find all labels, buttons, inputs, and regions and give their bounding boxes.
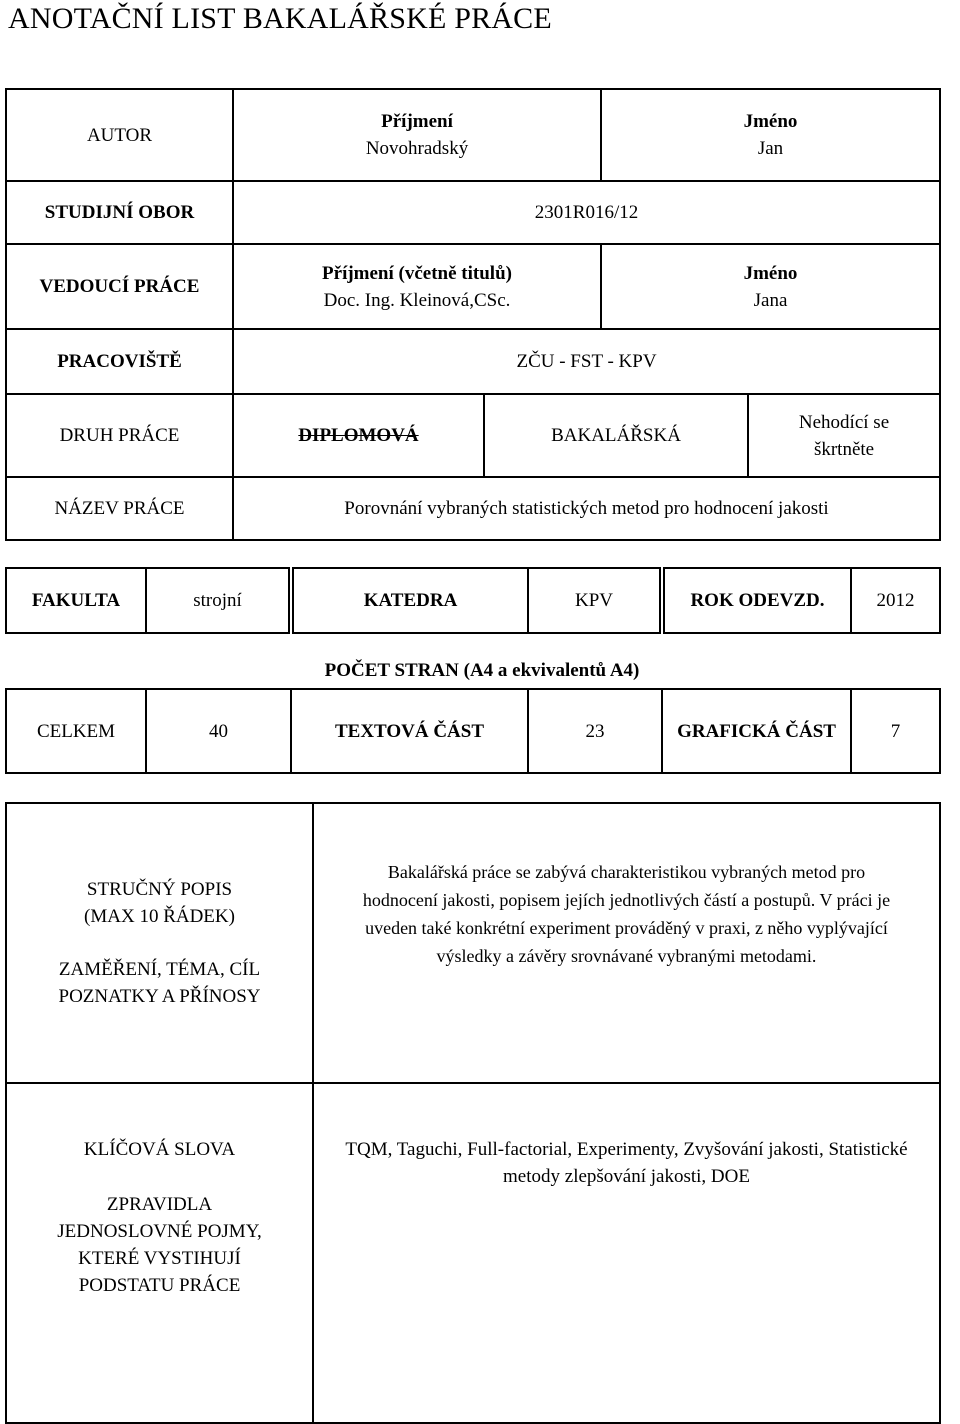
pages-text-value: 23 [528, 689, 662, 773]
pages-graphic-label: GRAFICKÁ ČÁST [662, 689, 851, 773]
supervisor-surname-label: Příjmení (včetně titulů) [322, 262, 512, 284]
summary-text-line4: výsledky a závěry srovnávané vybranými metodami. [436, 946, 817, 966]
department-value: KPV [528, 568, 662, 633]
year-value: 2012 [851, 568, 940, 633]
work-title-label: NÁZEV PRÁCE [6, 477, 233, 540]
info-table [5, 88, 941, 541]
faculty-value: strojní [146, 568, 291, 633]
abstract-table [5, 802, 941, 1424]
summary-label-line1: STRUČNÝ POPIS [86, 879, 233, 900]
pages-caption: POČET STRAN (A4 a ekvivalentů A4) [324, 660, 640, 681]
keywords-label [6, 1083, 313, 1423]
workplace-value: ZČU - FST - KPV [233, 329, 940, 394]
work-title-value: Porovnání vybraných statistických metod pro hodnocení jakosti [233, 477, 940, 540]
page-title: ANOTAČNÍ LIST BAKALÁŘSKÉ PRÁCE [8, 2, 552, 35]
work-type-label: DRUH PRÁCE [6, 394, 233, 477]
pages-text-label: TEXTOVÁ ČÁST [291, 689, 528, 773]
author-surname-label: Příjmení [381, 111, 453, 132]
keywords-label-line4: KTERÉ VYSTIHUJÍ [78, 1248, 241, 1269]
supervisor-surname: Doc. Ing. Kleinová,CSc. [323, 289, 511, 311]
work-type-note [748, 394, 940, 477]
work-type-option-diploma [233, 394, 484, 477]
work-type-note-line2: škrtněte [813, 438, 875, 460]
supervisor-label: VEDOUCÍ PRÁCE [6, 244, 233, 329]
author-name-label: Jméno [743, 111, 798, 132]
pages-table [5, 688, 941, 774]
study-field-label: STUDIJNÍ OBOR [6, 181, 233, 244]
supervisor-name: Jana [753, 289, 788, 311]
year-label: ROK ODEVZD. [662, 568, 851, 633]
supervisor-name-label: Jméno [743, 262, 798, 284]
supervisor-row [6, 244, 940, 329]
work-type-row [6, 394, 940, 477]
keywords-label-line5: PODSTATU PRÁCE [78, 1275, 241, 1296]
faculty-table [5, 567, 941, 634]
summary-text-line1: Bakalářská práce se zabývá charakteristikou vybraných metod pro [387, 862, 866, 882]
pages-row [6, 689, 940, 773]
study-field-row [6, 181, 940, 244]
keywords-row [6, 1083, 940, 1423]
summary-text-line2: hodnocení jakosti, popisem jejích jednotlivých částí a postupů. V práci je [362, 890, 891, 910]
summary-row [6, 803, 940, 1083]
pages-total-label: CELKEM [6, 689, 146, 773]
keywords-text-line1: TQM, Taguchi, Full-factorial, Experimenty, Zvyšování jakosti, Statistické [345, 1139, 908, 1160]
work-type-diploma-text: DIPLOMOVÁ [298, 425, 419, 446]
author-name: Jan [757, 138, 784, 159]
summary-text-line3: uveden také konkrétní experiment prováděný v praxi, z něho vyplývající [365, 918, 888, 938]
keywords-text [313, 1083, 940, 1423]
supervisor-surname-cell [233, 244, 601, 329]
author-surname: Novohradský [365, 138, 469, 159]
faculty-row [6, 568, 940, 633]
summary-label-line2: (MAX 10 ŘÁDEK) [84, 906, 235, 927]
work-title-row [6, 477, 940, 540]
keywords-label-line3: JEDNOSLOVNÉ POJMY, [57, 1221, 262, 1242]
summary-label-line3: ZAMĚŘENÍ, TÉMA, CÍL [58, 959, 261, 980]
keywords-text-line2: metody zlepšování jakosti, DOE [503, 1166, 750, 1187]
keywords-label-line2: ZPRAVIDLA [106, 1194, 213, 1215]
work-type-note-line1: Nehodící se [798, 411, 890, 433]
faculty-label: FAKULTA [6, 568, 146, 633]
pages-total-value: 40 [146, 689, 291, 773]
author-surname-cell [233, 89, 601, 181]
summary-label-line4: POZNATKY A PŘÍNOSY [58, 986, 261, 1007]
work-type-option-bachelor: BAKALÁŘSKÁ [484, 394, 748, 477]
summary-label [6, 803, 313, 1083]
keywords-label-line1: KLÍČOVÁ SLOVA [83, 1139, 236, 1160]
pages-graphic-value: 7 [851, 689, 940, 773]
workplace-label: PRACOVIŠTĚ [6, 329, 233, 394]
supervisor-name-cell [601, 244, 940, 329]
workplace-row [6, 329, 940, 394]
author-name-cell [601, 89, 940, 181]
study-field-value: 2301R016/12 [233, 181, 940, 244]
author-label: AUTOR [6, 89, 233, 181]
department-label: KATEDRA [291, 568, 528, 633]
summary-text [313, 803, 940, 1083]
author-row [6, 89, 940, 181]
